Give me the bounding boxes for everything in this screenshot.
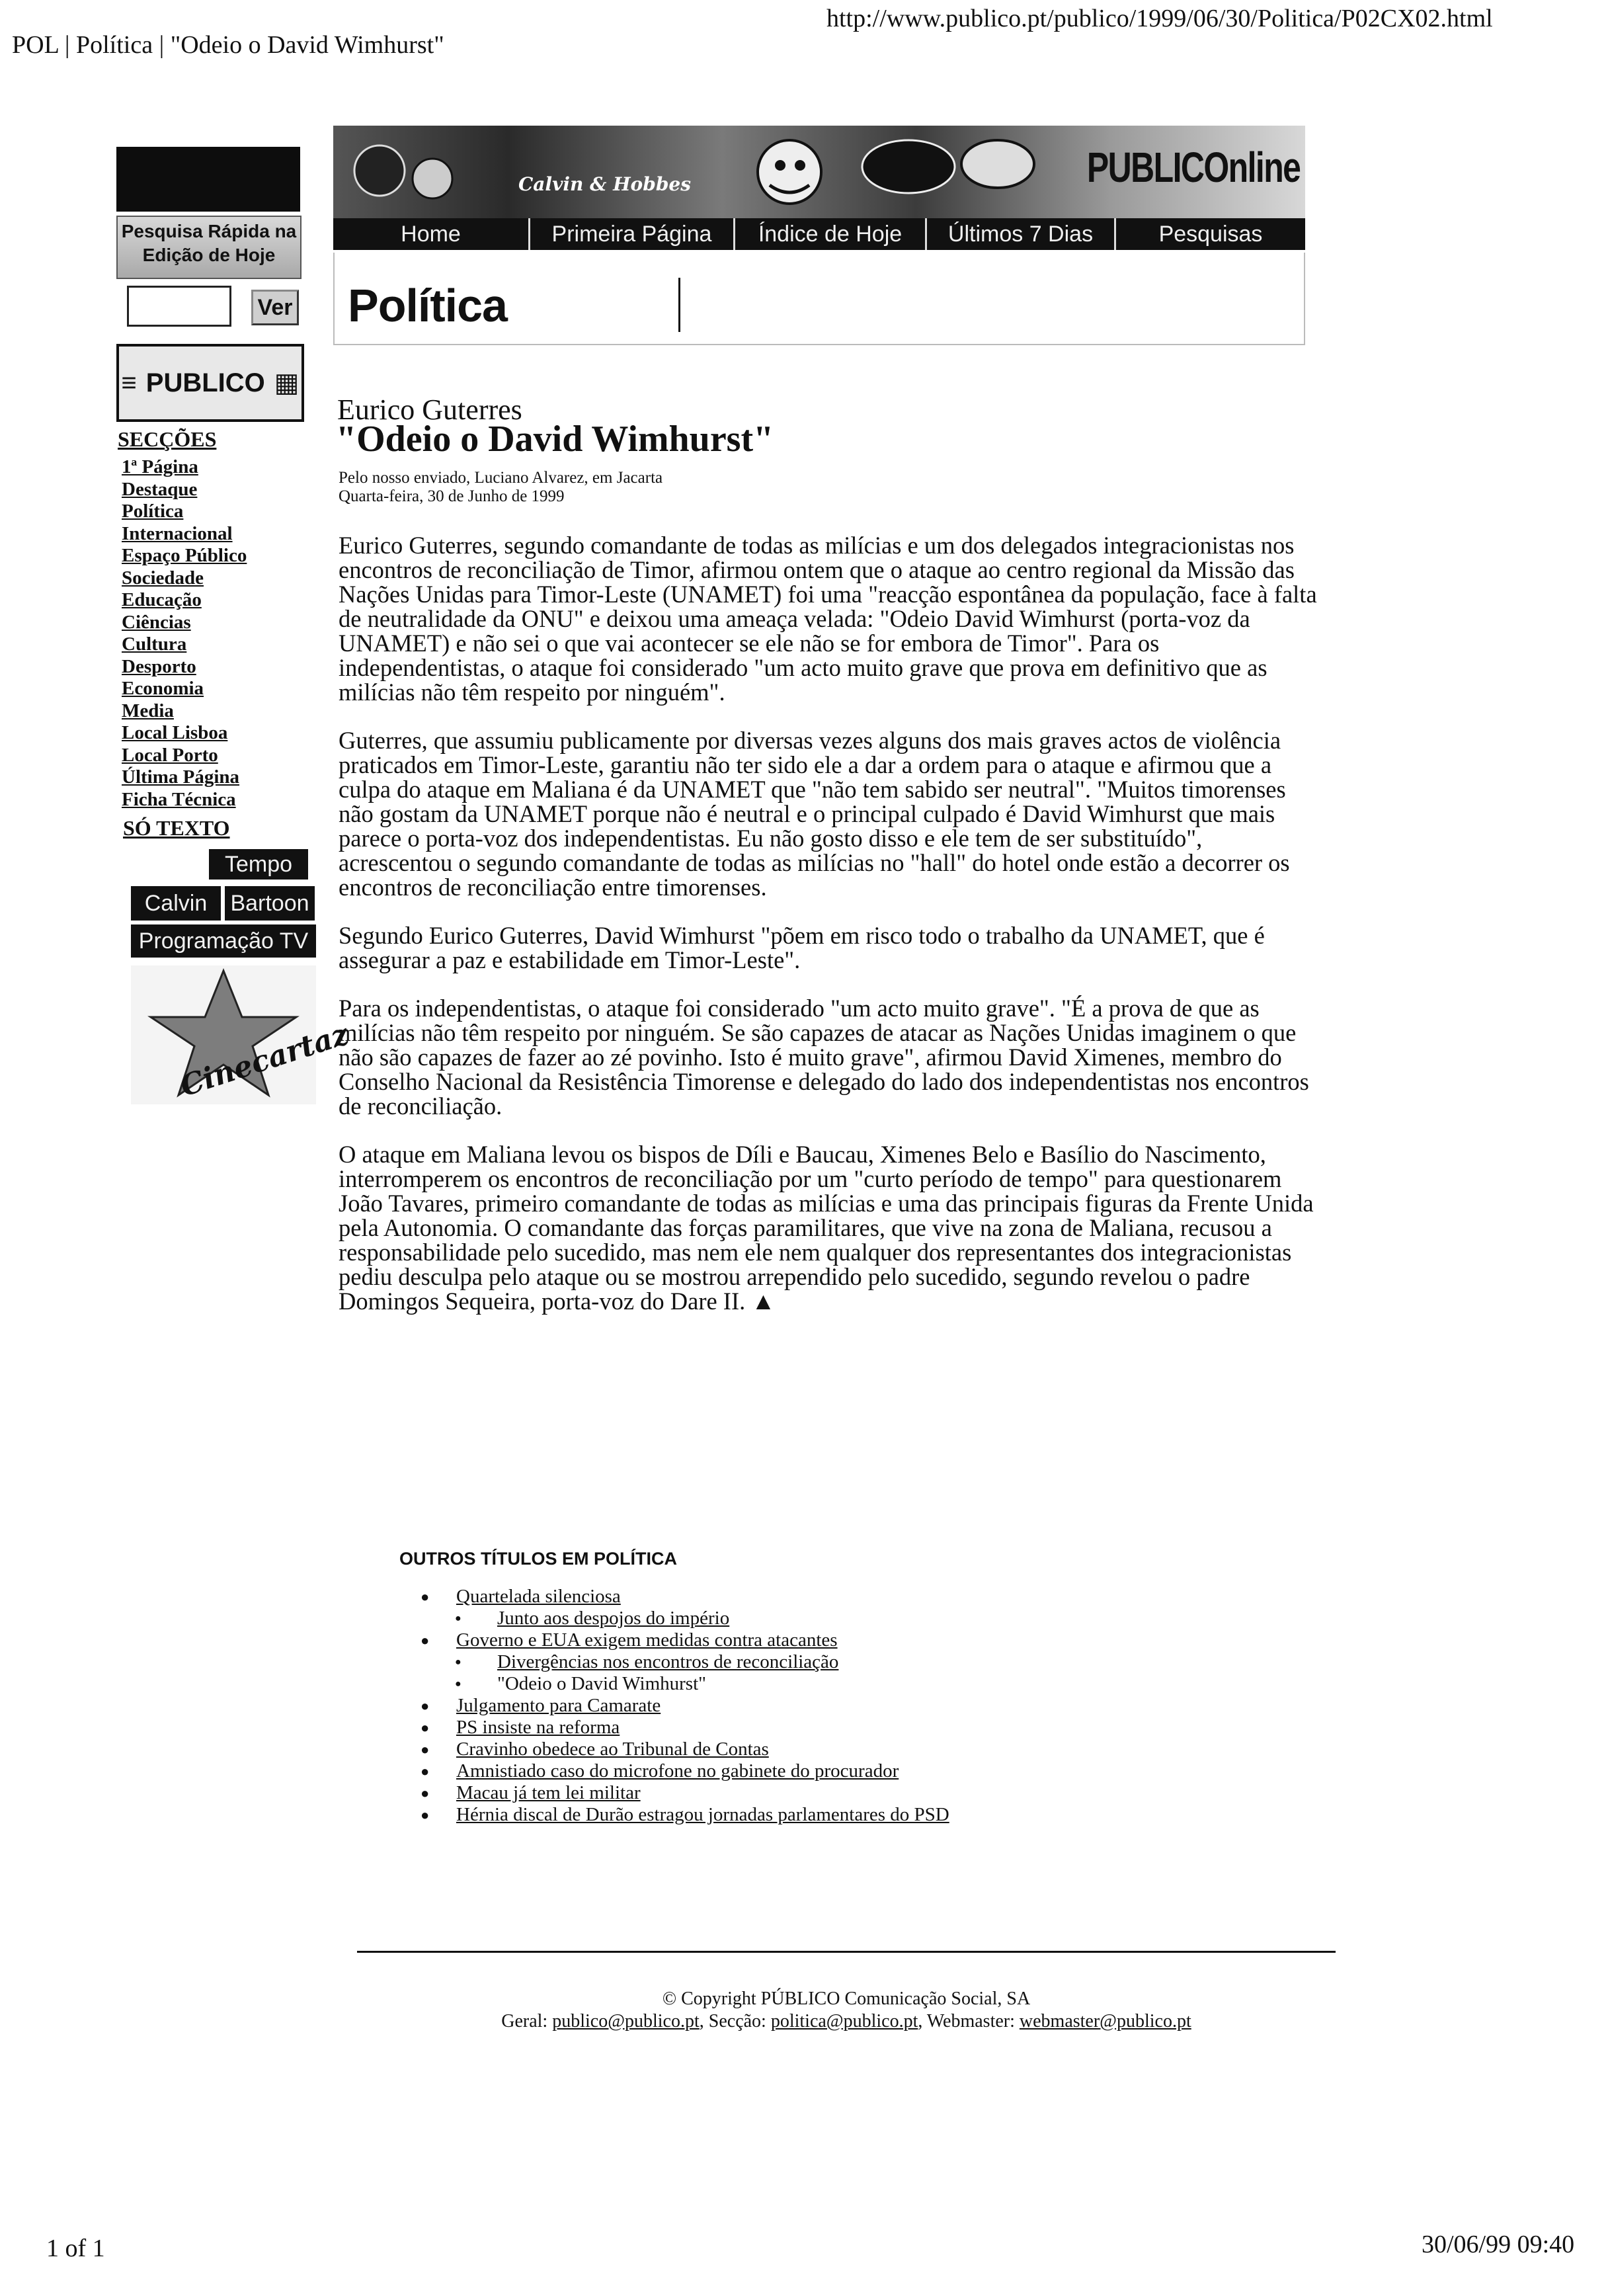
search-ver-button[interactable]: Ver: [251, 290, 299, 325]
article-paragraph: Eurico Guterres, segundo comandante de todas as milícias e um dos delegados integracionistas nos encontros de reconciliação de Timor, afirmou ontem que o ataque ao centro regional da Missão das Nações Unidas para Timor-Leste (UNAMET) foi uma "reacção espontânea da população, face à falta de neutralidade da ONU" e deixou uma ameaça velada: "Odeio David Wimhurst (porta-voz da UNAMET) e não sei o que vai acontecer se ele não se for embora de Timor". Para os independentistas, o ataque foi considerado "um acto muito grave que prova em definitivo que as milícias não têm respeito por ninguém".: [339, 532, 1317, 706]
bullet-icon: ●: [421, 1698, 430, 1714]
article-paragraph: O ataque em Maliana levou os bispos de Díli e Baucau, Ximenes Belo e Basílio do Nascimento, interromperem os encontros de reconciliação por um "curto período de tempo" para questionarem João Tavares, primeiro comandante de todas as milícias e uma das principais figuras da Frente Unida pela Autonomia. O comandante das forças paramilitares, que vive na zona de Maliana, recusou a responsabilidade pelo sucedido, mas nem ele nem qualquer dos representantes dos integracionistas pediu desculpa pelo ataque ou se mostrou arrependido pelo sucedido, segundo revelou o padre Domingos Sequeira, porta-voz do Dare II. ▲: [339, 1141, 1314, 1315]
print-datetime: 30/06/99 09:40: [1422, 2231, 1575, 2258]
geral-email-link[interactable]: publico@publico.pt: [552, 2011, 700, 2031]
article-paragraph: Para os independentistas, o ataque foi considerado "um acto muito grave". "É a prova de que as milícias não têm respeito por ninguém. Se são capazes de atacar as Nações Unidas imaginem o que não são capazes de fazer ao zé povinho. Isto é muito grave", afirmou David Ximenes, membro do Conselho Nacional da Resistência Timorense e delegado do lado dos independentistas nos encontros de reconciliação.: [339, 995, 1309, 1120]
bullet-icon: ●: [421, 1719, 430, 1736]
section-link[interactable]: Educação: [122, 589, 202, 610]
bullet-icon: ●: [455, 1613, 462, 1624]
other-titles-heading: OUTROS TÍTULOS EM POLÍTICA: [399, 1549, 677, 1569]
sidebar-top-block: [116, 147, 300, 212]
print-page-title: POL | Política | "Odeio o David Wimhurst": [12, 31, 444, 59]
quick-search-label: [116, 216, 302, 279]
other-title-item[interactable]: ● Quartelada silenciosa: [421, 1586, 621, 1607]
footer-contacts: Geral: publico@publico.pt, Secção: politica@publico.pt, Webmaster: webmaster@publico.pt: [501, 2011, 1191, 2031]
top-banner[interactable]: [333, 126, 1305, 218]
newspaper-icon: ▦: [274, 368, 300, 397]
section-link[interactable]: Última Página: [122, 766, 240, 788]
tempo-button[interactable]: Tempo: [209, 849, 308, 880]
nav-home[interactable]: Home: [333, 218, 530, 250]
geral-label: Geral:: [501, 2011, 548, 2031]
copyright-text: © Copyright PÚBLICO Comunicação Social, SA: [662, 1988, 1031, 2009]
other-title-item[interactable]: ● PS insiste na reforma: [421, 1717, 620, 1738]
nav-front-page[interactable]: Primeira Página: [530, 218, 735, 250]
calvin-button[interactable]: Calvin: [131, 886, 221, 921]
section-title: Política: [348, 280, 507, 331]
other-title-item[interactable]: ● Hérnia discal de Durão estragou jornadas parlamentares do PSD: [421, 1804, 949, 1825]
footer-copyright: [357, 1988, 1336, 2010]
bullet-icon: ●: [455, 1678, 462, 1690]
article-headline: "Odeio o David Wimhurst": [336, 419, 774, 460]
comic-title: Calvin & Hobbes: [518, 173, 691, 195]
section-link[interactable]: Espaço Público: [122, 545, 247, 566]
seccao-label: Secção:: [708, 2011, 766, 2031]
section-link[interactable]: Internacional: [122, 522, 233, 544]
article-date: Quarta-feira, 30 de Junho de 1999: [339, 487, 565, 505]
other-title-item[interactable]: ● Amnistiado caso do microfone no gabinete do procurador: [421, 1760, 899, 1782]
cinecartaz-banner[interactable]: [131, 965, 353, 1104]
bartoon-button[interactable]: Bartoon: [225, 886, 315, 921]
webmaster-label: Webmaster:: [926, 2011, 1015, 2031]
tv-programme-button[interactable]: Programação TV: [131, 924, 316, 958]
nav-today-index[interactable]: Índice de Hoje: [735, 218, 927, 250]
other-title-item[interactable]: ● Junto aos despojos do império: [455, 1608, 730, 1629]
other-titles-list: [421, 1586, 949, 1826]
section-link[interactable]: Local Porto: [122, 744, 218, 766]
sections-list: [122, 456, 247, 811]
other-title-item[interactable]: ● Governo e EUA exigem medidas contra atacantes: [421, 1629, 838, 1651]
text-only-link[interactable]: SÓ TEXTO: [123, 816, 230, 840]
bullet-icon: ●: [421, 1763, 430, 1780]
article-byline: Pelo nosso enviado, Luciano Alvarez, em Jacarta: [339, 469, 663, 487]
section-link[interactable]: Política: [122, 501, 184, 522]
main-nav: [333, 218, 1305, 250]
article-body: [339, 533, 1317, 1313]
article-paragraph: Guterres, que assumiu publicamente por diversas vezes alguns dos mais graves actos de violência praticados em Timor-Leste, garantiu não ter sido ele a dar a ordem para o ataque e afirmou que a culpa do ataque em Maliana é da UNAMET que "não tem sabido ser neutral". "Muitos timorenses não gostam da UNAMET porque não é neutral e o principal culpado é David Wimhurst que mais parece o porta-voz dos independentistas. Eu não gosto disso e ele tem de ser substituído", acrescentou o segundo comandante de todas as milícias no "hall" do hotel onde estão a decorrer os encontros de reconciliação entre timorenses.: [339, 727, 1290, 901]
section-link[interactable]: Desporto: [122, 655, 196, 677]
bullet-icon: ●: [421, 1807, 430, 1823]
print-page-count: 1 of 1: [46, 2234, 105, 2262]
section-divider: [678, 278, 680, 332]
other-title-item-current: ● "Odeio o David Wimhurst": [455, 1673, 706, 1694]
nav-last-7-days[interactable]: Últimos 7 Dias: [927, 218, 1116, 250]
section-link[interactable]: 1ª Página: [122, 456, 198, 477]
bullet-icon: ●: [455, 1657, 462, 1668]
section-link[interactable]: Ficha Técnica: [122, 788, 236, 810]
section-link[interactable]: Destaque: [122, 478, 198, 500]
publico-logo[interactable]: [116, 344, 304, 422]
other-title-item[interactable]: ● Julgamento para Camarate: [421, 1695, 661, 1716]
logo-lines-icon: ≡: [121, 368, 137, 397]
seccao-email-link[interactable]: politica@publico.pt: [770, 2011, 918, 2031]
section-link[interactable]: Sociedade: [122, 567, 204, 589]
section-header-box: [333, 253, 1305, 345]
publico-logo-text: PUBLICO: [145, 368, 265, 397]
section-link[interactable]: Cultura: [122, 634, 187, 655]
other-title-item[interactable]: ● Macau já tem lei militar: [421, 1782, 641, 1803]
section-link[interactable]: Media: [122, 700, 174, 721]
quick-search-label-text: Pesquisa Rápida na Edição de Hoje: [121, 221, 297, 265]
footer-divider: [357, 1951, 1336, 1953]
print-page-url[interactable]: http://www.publico.pt/publico/1999/06/30/Politica/P02CX02.html: [826, 5, 1493, 32]
cinecartaz-text: Cinecartaz: [176, 1017, 353, 1104]
section-link[interactable]: Ciências: [122, 611, 191, 633]
publiconline-logo: PUBLICOnline: [1086, 144, 1300, 191]
article-kicker: Eurico Guterres: [337, 393, 522, 426]
other-title-item[interactable]: ● Divergências nos encontros de reconciliação: [455, 1651, 839, 1672]
sections-title: SECÇÕES: [118, 427, 217, 451]
bullet-icon: ●: [421, 1741, 430, 1758]
section-link[interactable]: Local Lisboa: [122, 722, 228, 743]
bullet-icon: ●: [421, 1632, 430, 1649]
bullet-icon: ●: [421, 1588, 430, 1605]
section-link[interactable]: Economia: [122, 678, 204, 699]
webmaster-email-link[interactable]: webmaster@publico.pt: [1019, 2011, 1191, 2031]
article-paragraph: Segundo Eurico Guterres, David Wimhurst "põem em risco todo o trabalho da UNAMET, que é assegurar a paz e estabilidade em Timor-Leste".: [339, 922, 1265, 973]
bullet-icon: ●: [421, 1785, 430, 1801]
quick-search-input[interactable]: [127, 286, 231, 327]
nav-search[interactable]: Pesquisas: [1158, 222, 1263, 247]
other-title-item[interactable]: ● Cravinho obedece ao Tribunal de Contas: [421, 1739, 769, 1760]
